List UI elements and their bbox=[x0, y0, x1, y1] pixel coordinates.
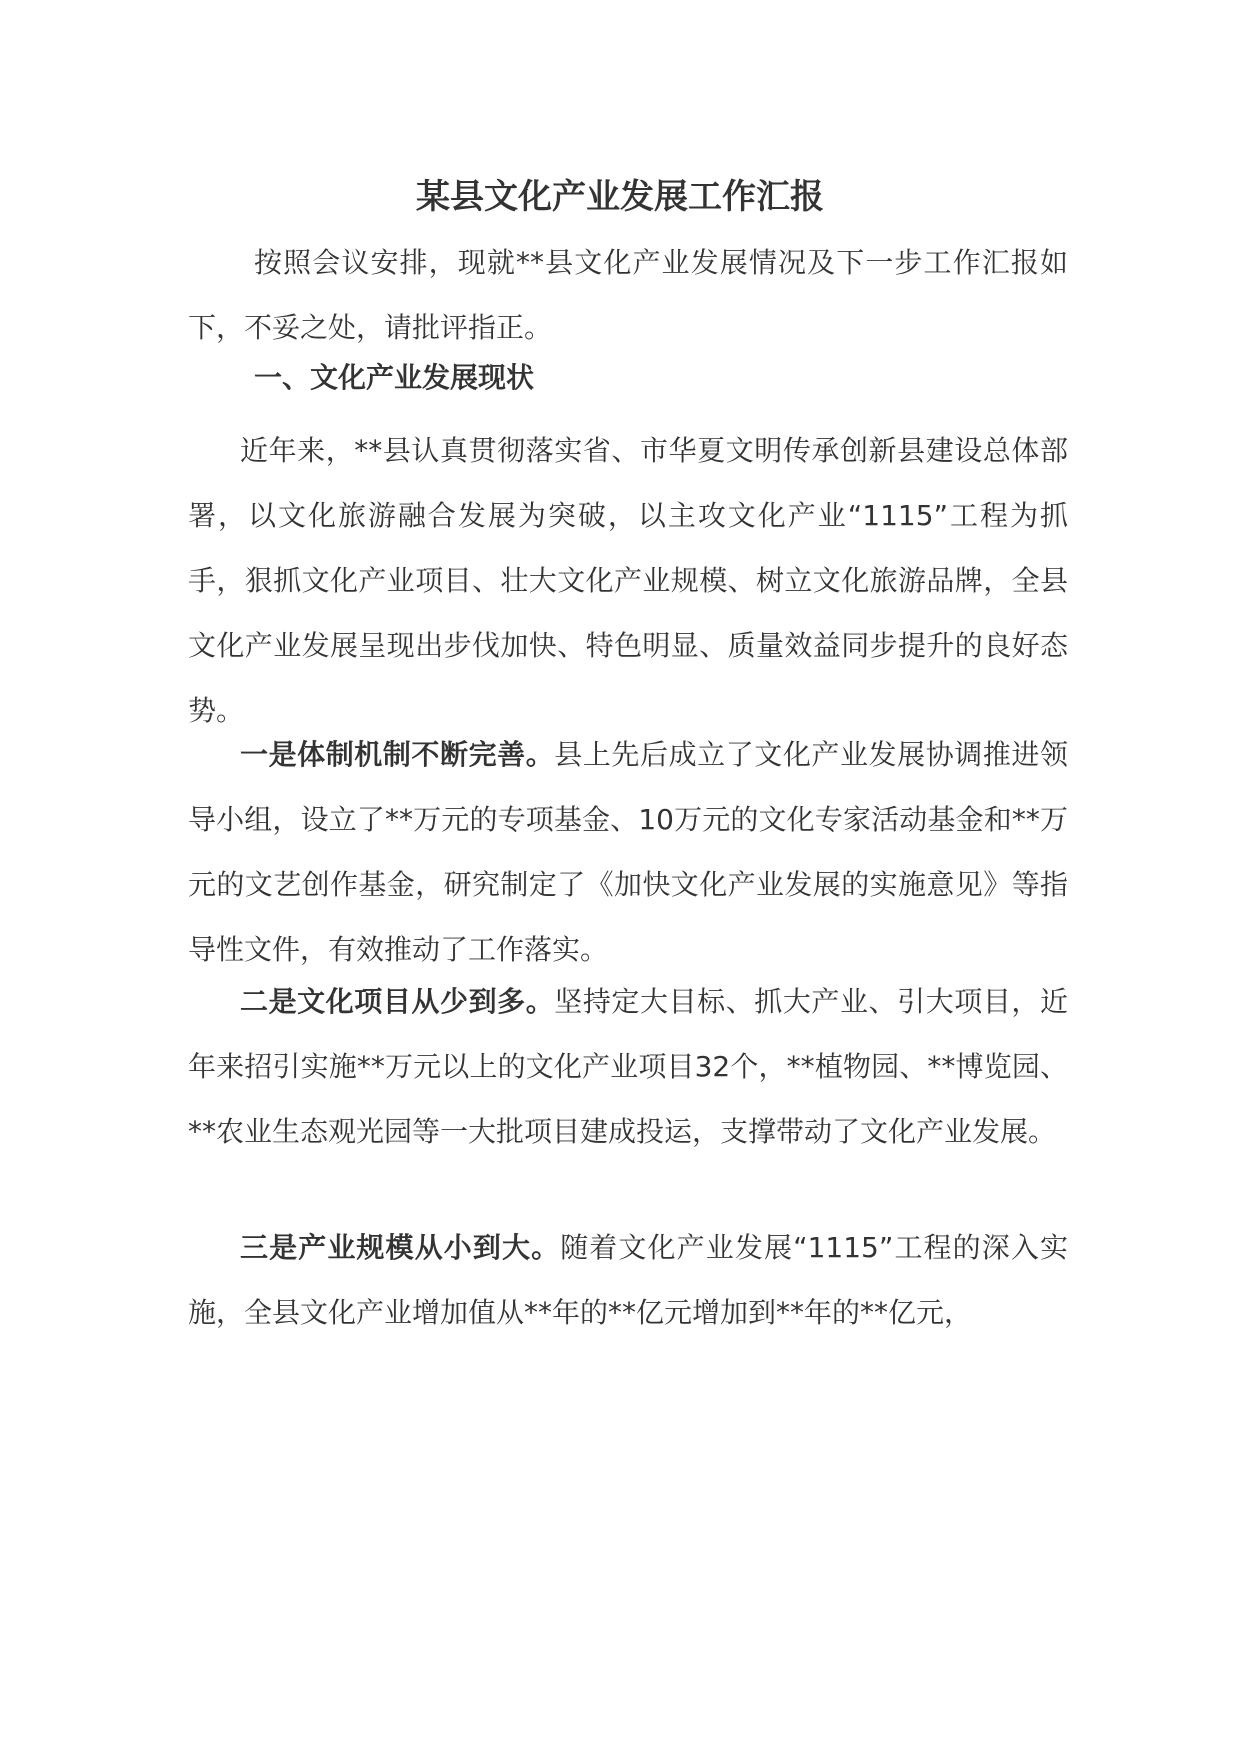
point-lead: 一是体制机制不断完善。 bbox=[240, 738, 555, 771]
overview-paragraph: 近年来，**县认真贯彻落实省、市华夏文明传承创新县建设总体部署，以文化旅游融合发展为突破，以主攻文化产业“1115”工程为抓手，狠抓文化产业项目、壮大文化产业规模、树立文化旅游品牌，全县文化产业发展呈现出步伐加快、特色明显、质量效益同步提升的良好态势。 bbox=[188, 434, 1068, 727]
point-paragraph-mechanism bbox=[188, 722, 1068, 982]
point-text: 坚持定大目标、抓大产业、引大项目，近年来招引实施**万元以上的文化产业项目32个，**植物园、**博览园、**农业生态观光园等一大批项目建成投运，支撑带动了文化产业发展。 bbox=[188, 985, 1068, 1148]
point-lead: 三是产业规模从小到大。 bbox=[240, 1231, 561, 1264]
document-title: 某县文化产业发展工作汇报 bbox=[416, 177, 824, 217]
point-text: 县上先后成立了文化产业发展协调推进领导小组，设立了**万元的专项基金、10万元的文化专家活动基金和**万元的文艺创作基金，研究制定了《加快文化产业发展的实施意见》等指导性文件，有效推动了工作落实。 bbox=[188, 738, 1068, 966]
section-heading-status: 一、文化产业发展现状 bbox=[254, 361, 535, 394]
point-paragraph-projects bbox=[188, 969, 1068, 1164]
intro-paragraph: 按照会议安排，现就**县文化产业发展情况及下一步工作汇报如下，不妥之处，请批评指正。 bbox=[188, 246, 1068, 344]
point-text: 随着文化产业发展“1115”工程的深入实施，全县文化产业增加值从**年的**亿元增加到**年的**亿元， bbox=[188, 1231, 1068, 1329]
point-paragraph-scale bbox=[188, 1215, 1068, 1345]
point-lead: 二是文化项目从少到多。 bbox=[240, 985, 555, 1018]
